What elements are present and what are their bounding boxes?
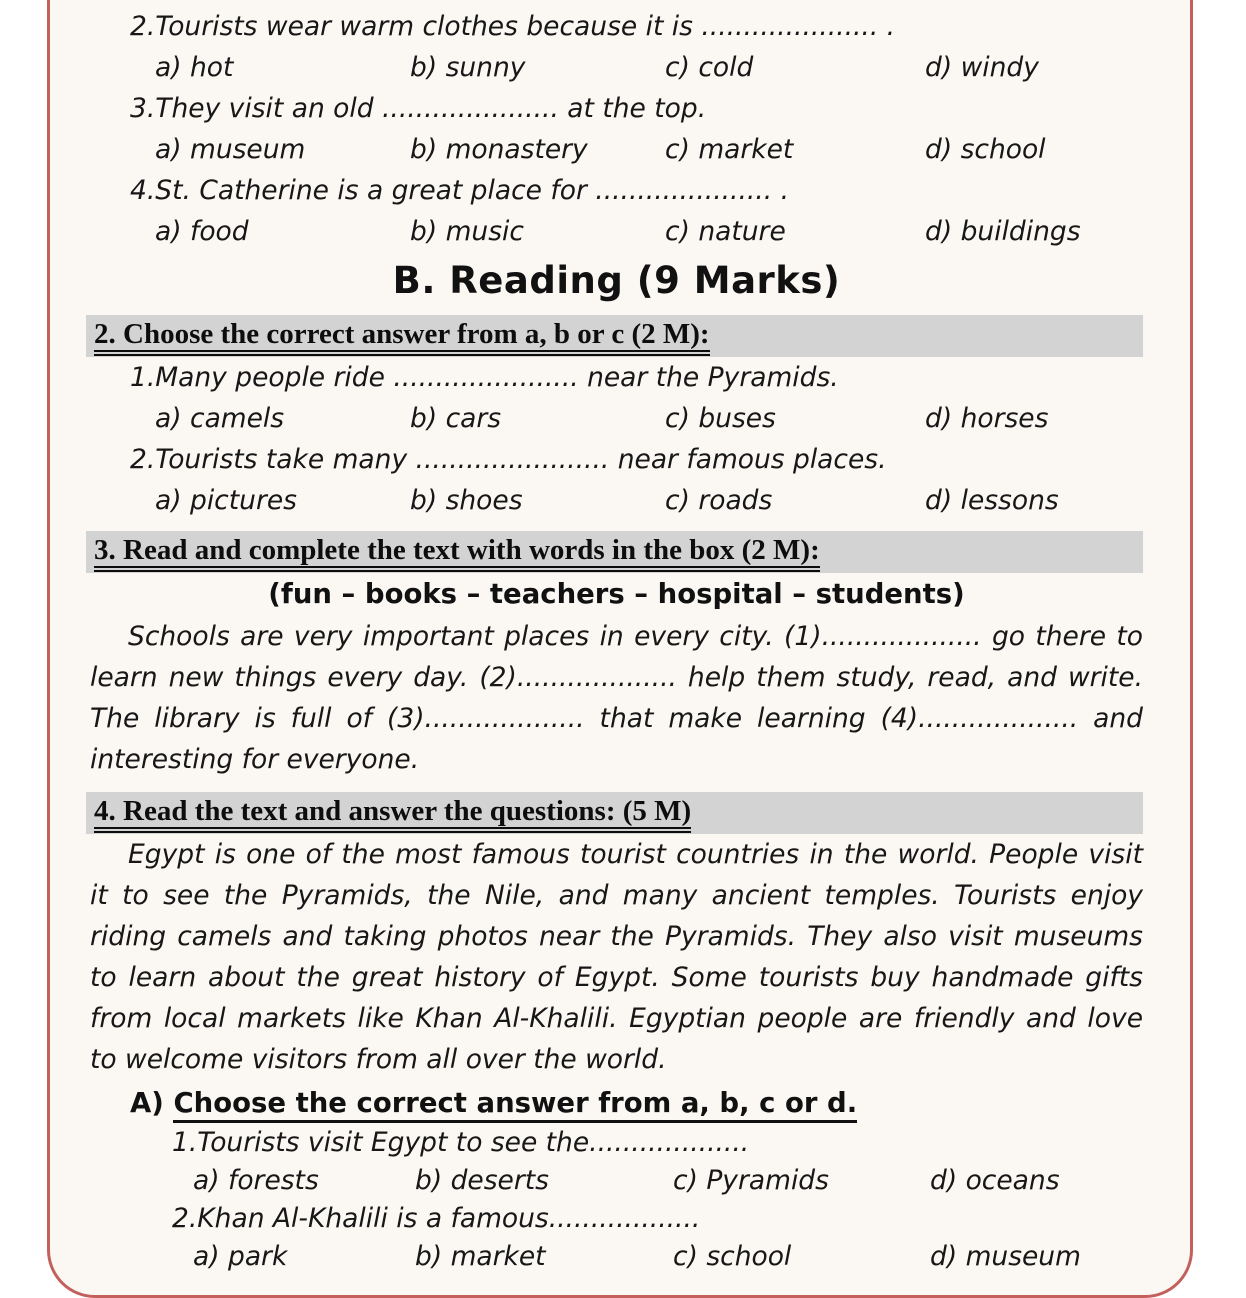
option-c: c) market [665,134,794,165]
option-c: c) roads [665,485,773,516]
options-row [90,1238,1143,1276]
option-d: d) lessons [925,485,1059,516]
question-block-r2 [90,439,1143,521]
option-b: b) cars [410,403,502,434]
part-a-heading [90,1082,1143,1124]
option-c: c) school [673,1241,792,1272]
section3-heading-bar [86,531,1143,573]
options-row [90,480,1143,521]
worksheet-content [90,6,1143,1276]
question-block-a2 [90,1200,1143,1276]
section2-heading: 2. Choose the correct answer from a, b or c (2 M): [94,318,710,356]
option-c: c) buses [665,403,776,434]
option-b: b) shoes [410,485,523,516]
option-a: a) camels [155,403,285,434]
options-row [90,47,1143,88]
question-stem: 2.Tourists wear warm clothes because it is ..................... . [130,11,896,42]
part-a-label: A) [130,1087,164,1119]
option-b: b) sunny [410,52,526,83]
option-b: b) music [410,216,524,247]
question-block-a1 [90,1124,1143,1200]
option-b: b) monastery [410,134,588,165]
reading-section-title: B. Reading (9 Marks) [392,259,841,302]
option-d: d) oceans [930,1165,1060,1196]
question-stem: 2.Tourists take many ....................... near famous places. [130,444,887,475]
option-a: a) pictures [155,485,297,516]
word-box: (fun – books – teachers – hospital – students) [268,578,965,610]
question-block-tail-4 [90,170,1143,252]
option-d: d) windy [925,52,1039,83]
options-row [90,129,1143,170]
options-row [90,211,1143,252]
part-a-heading-text: Choose the correct answer from a, b, c or d. [173,1087,857,1123]
section4-heading: 4. Read the text and answer the questions: (5 M) [94,795,691,833]
option-c: c) cold [665,52,754,83]
option-a: a) forests [193,1165,319,1196]
reading-passage: Egypt is one of the most famous tourist countries in the world. People visit it to see the Pyramids, the Nile, and many ancient temples. Tourists enjoy riding camels and taking photos near the Pyramids. They also visit museums to learn about the great history of Egypt. Some tourists buy handmade gifts from local markets like Khan Al-Khalili. Egyptian people are friendly and love to welcome visitors from all over the world. [90,839,1143,1075]
section3-heading: 3. Read and complete the text with words in the box (2 M): [94,534,820,572]
question-stem: 3.They visit an old ..................... at the top. [130,93,707,124]
option-d: d) buildings [925,216,1081,247]
question-block-tail-3 [90,88,1143,170]
option-b: b) market [415,1241,546,1272]
option-a: a) museum [155,134,306,165]
question-block-r1 [90,357,1143,439]
option-d: d) museum [930,1241,1081,1272]
options-row [90,398,1143,439]
option-d: d) school [925,134,1046,165]
question-stem: 1.Tourists visit Egypt to see the................... [172,1127,750,1158]
option-c: c) Pyramids [673,1165,829,1196]
question-stem: 4.St. Catherine is a great place for ..................... . [130,175,790,206]
question-stem: 1.Many people ride ...................... near the Pyramids. [130,362,839,393]
option-c: c) nature [665,216,786,247]
section4-heading-bar [86,792,1143,834]
option-a: a) park [193,1241,288,1272]
cloze-paragraph: Schools are very important places in every city. (1)................... go there to learn new things every day. (2)................... help them study, read, and write. The library is full of (3)................... that make learning (4)................... and interesting for everyone. [90,621,1143,775]
option-d: d) horses [925,403,1049,434]
section2-heading-bar [86,315,1143,357]
question-block-tail-2 [90,6,1143,88]
question-stem: 2.Khan Al-Khalili is a famous.................. [172,1203,701,1234]
option-a: a) hot [155,52,234,83]
option-a: a) food [155,216,249,247]
option-b: b) deserts [415,1165,549,1196]
options-row [90,1162,1143,1200]
